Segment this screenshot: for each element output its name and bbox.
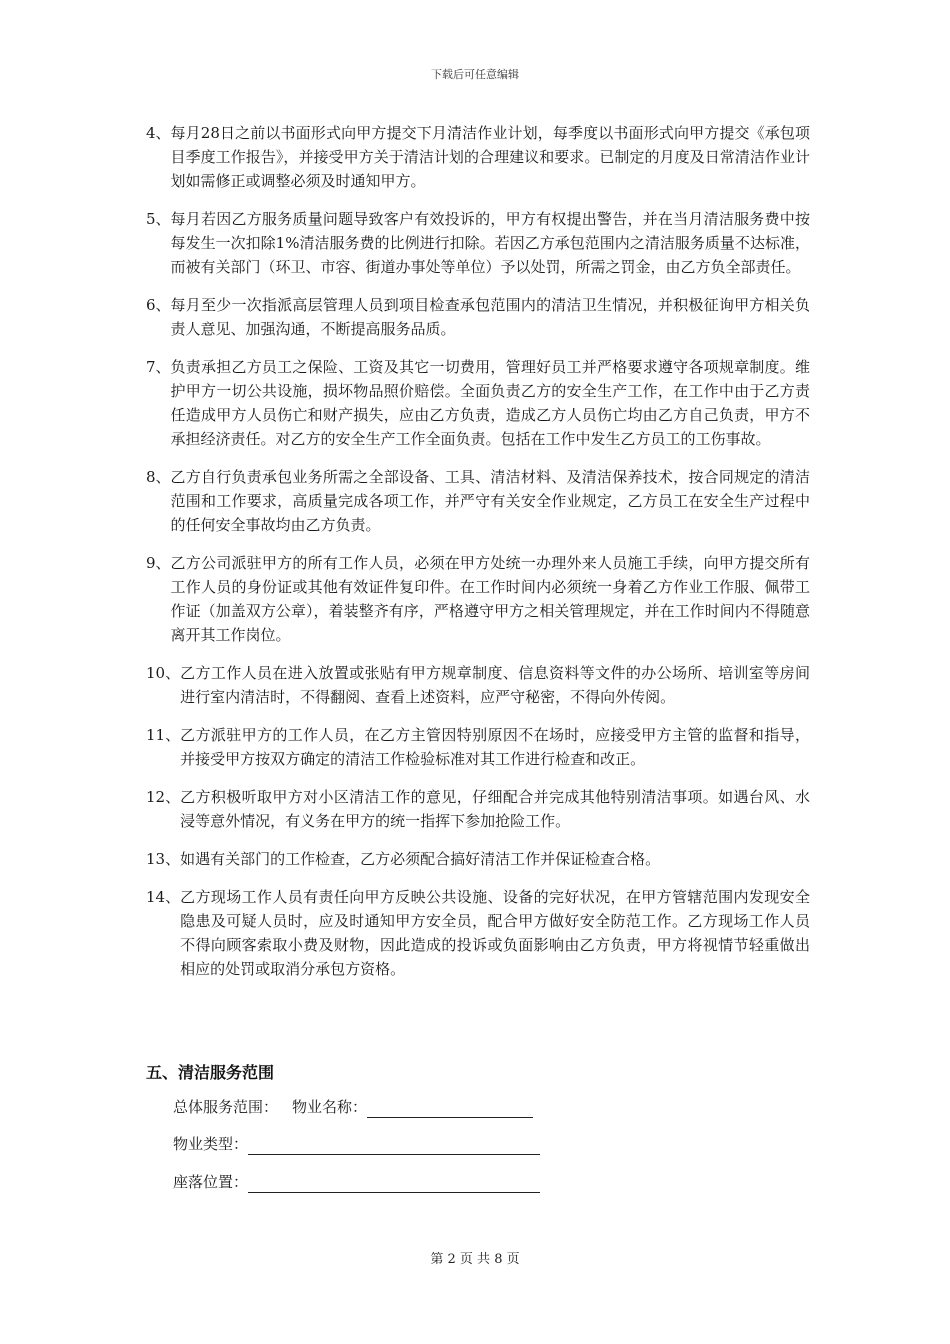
property-name-field — [173, 1096, 533, 1118]
clause-number: 8、 — [146, 468, 171, 486]
location-label: 座落位置： — [173, 1173, 249, 1191]
clause-number: 13、 — [146, 850, 181, 868]
property-name-label: 物业名称： — [292, 1098, 368, 1116]
clause-text: 乙方积极听取甲方对小区清洁工作的意见，仔细配合并完成其他特别清洁事项。如遇台风、水浸等意外情况，有义务在甲方的统一指挥下参加抢险工作。 — [180, 788, 810, 830]
page-footer: 第 2 页 共 8 页 — [430, 1252, 520, 1267]
page-header: 下载后可任意编辑 — [431, 68, 519, 81]
clause-item — [146, 723, 810, 771]
clause-item — [146, 465, 810, 537]
scope-label: 总体服务范围： — [173, 1098, 279, 1116]
property-name-blank[interactable] — [367, 1099, 533, 1118]
location-field — [173, 1171, 540, 1193]
clause-number: 11、 — [146, 726, 181, 744]
clause-number: 7、 — [146, 358, 171, 376]
clause-text: 每月28日之前以书面形式向甲方提交下月清洁作业计划，每季度以书面形式向甲方提交《承包项目季度工作报告》，并接受甲方关于清洁计划的合理建议和要求。已制定的月度及日常清洁作业计划如需修正或调整必须及时通知甲方。 — [170, 124, 810, 190]
clause-text: 每月若因乙方服务质量问题导致客户有效投诉的，甲方有权提出警告，并在当月清洁服务费中按每发生一次扣除1%清洁服务费的比例进行扣除。若因乙方承包范围内之清洁服务质量不达标准，而被有关部门（环卫、市容、街道办事处等单位）予以处罚，所需之罚金，由乙方负全部责任。 — [170, 210, 810, 276]
clause-item — [146, 885, 810, 981]
clause-text: 如遇有关部门的工作检查，乙方必须配合搞好清洁工作并保证检查合格。 — [180, 850, 661, 868]
section-title: 五、清洁服务范围 — [146, 1063, 275, 1082]
clause-text: 乙方自行负责承包业务所需之全部设备、工具、清洁材料、及清洁保养技术，按合同规定的清洁范围和工作要求，高质量完成各项工作，并严守有关安全作业规定，乙方员工在安全生产过程中的任何安全事故均由乙方负责。 — [170, 468, 810, 534]
location-blank[interactable] — [248, 1174, 540, 1193]
clause-text: 乙方工作人员在进入放置或张贴有甲方规章制度、信息资料等文件的办公场所、培训室等房间进行室内清洁时，不得翻阅、查看上述资料，应严守秘密，不得向外传阅。 — [180, 664, 810, 706]
clause-number: 9、 — [146, 554, 171, 572]
clause-number: 5、 — [146, 210, 171, 228]
clause-item — [146, 207, 810, 279]
clause-number: 4、 — [146, 124, 171, 142]
clause-item — [146, 293, 810, 341]
clause-item — [146, 551, 810, 647]
clause-item — [146, 847, 810, 871]
clause-text: 乙方派驻甲方的工作人员，在乙方主管因特别原因不在场时，应接受甲方主管的监督和指导，并接受甲方按双方确定的清洁工作检验标准对其工作进行检查和改正。 — [180, 726, 810, 768]
clause-text: 乙方现场工作人员有责任向甲方反映公共设施、设备的完好状况，在甲方管辖范围内发现安全隐患及可疑人员时，应及时通知甲方安全员，配合甲方做好安全防范工作。乙方现场工作人员不得向顾客索取小费及财物，因此造成的投诉或负面影响由乙方负责，甲方将视情节轻重做出相应的处罚或取消分承包方资格。 — [180, 888, 810, 978]
clause-item — [146, 661, 810, 709]
clause-text: 负责承担乙方员工之保险、工资及其它一切费用，管理好员工并严格要求遵守各项规章制度。维护甲方一切公共设施，损坏物品照价赔偿。全面负责乙方的安全生产工作，在工作中由于乙方责任造成甲方人员伤亡和财产损失，应由乙方负责，造成乙方人员伤亡均由乙方自己负责，甲方不承担经济责任。对乙方的安全生产工作全面负责。包括在工作中发生乙方员工的工伤事故。 — [170, 358, 810, 448]
clause-text: 乙方公司派驻甲方的所有工作人员，必须在甲方处统一办理外来人员施工手续，向甲方提交所有工作人员的身份证或其他有效证件复印件。在工作时间内必须统一身着乙方作业工作服、佩带工作证（加盖双方公章），着装整齐有序，严格遵守甲方之相关管理规定，并在工作时间内不得随意离开其工作岗位。 — [170, 554, 810, 644]
property-type-label: 物业类型： — [173, 1135, 249, 1153]
property-type-field — [173, 1133, 540, 1155]
clause-item — [146, 355, 810, 451]
clause-number: 12、 — [146, 788, 181, 806]
clause-number: 10、 — [146, 664, 181, 682]
clause-item — [146, 121, 810, 193]
clause-text: 每月至少一次指派高层管理人员到项目检查承包范围内的清洁卫生情况，并积极征询甲方相关负责人意见、加强沟通，不断提高服务品质。 — [170, 296, 810, 338]
clause-number: 6、 — [146, 296, 171, 314]
clause-list — [146, 121, 810, 995]
clause-item — [146, 785, 810, 833]
property-type-blank[interactable] — [248, 1136, 540, 1155]
clause-number: 14、 — [146, 888, 181, 906]
